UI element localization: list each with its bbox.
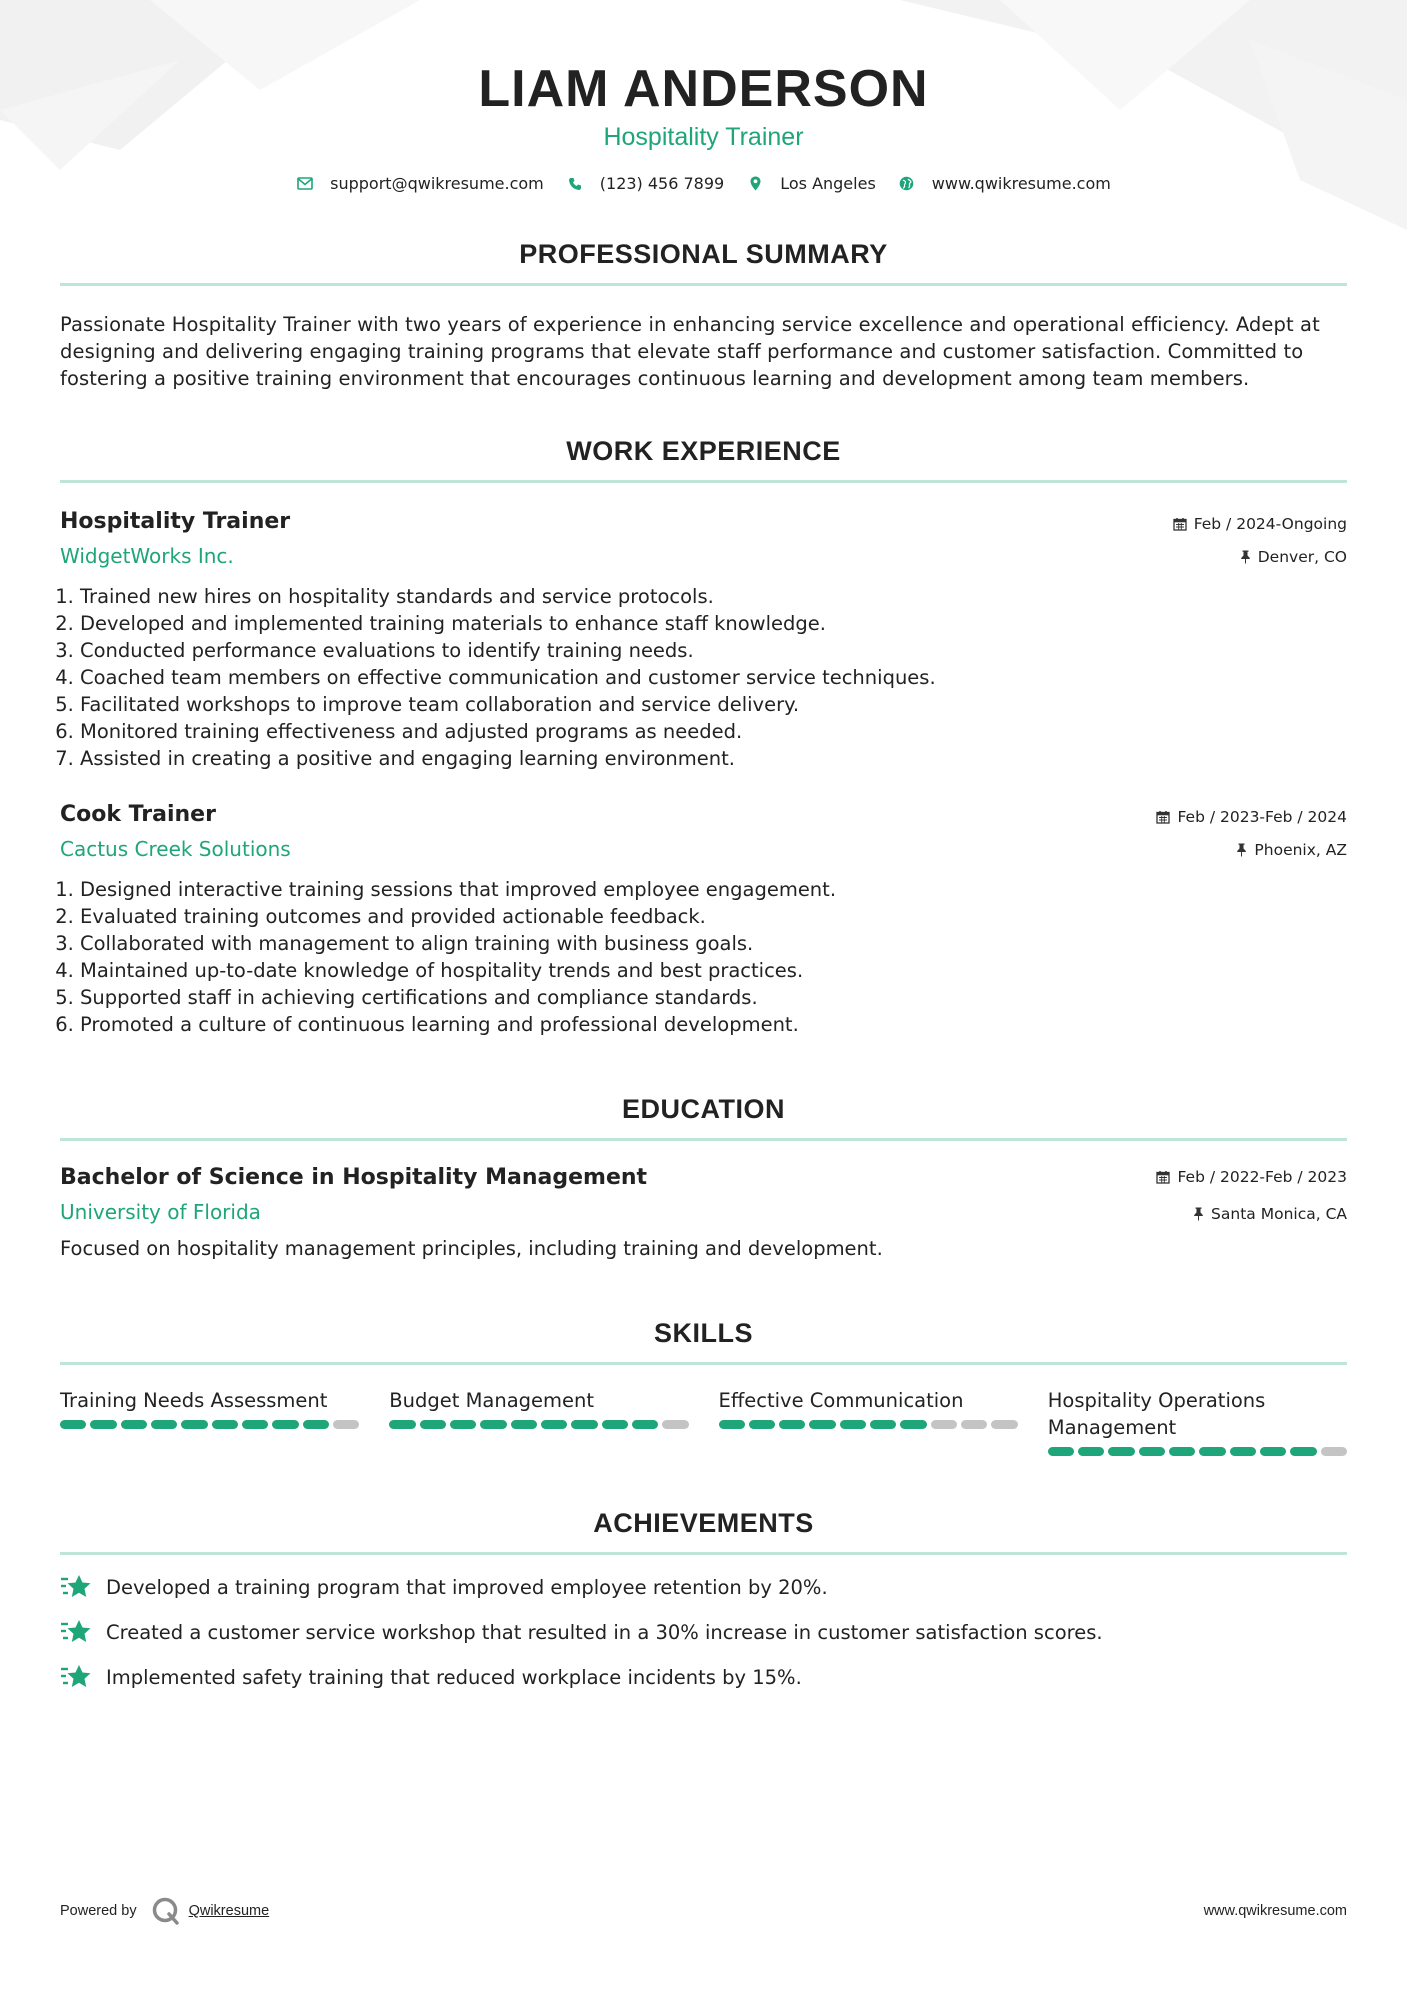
section-divider [60, 1552, 1347, 1555]
skill-dot-filled [870, 1420, 896, 1429]
skill-dot-filled [719, 1420, 745, 1429]
phone-icon [566, 175, 584, 193]
education-description: Focused on hospitality management principles, including training and development. [60, 1237, 883, 1260]
list-item: 5. Supported staff in achieving certifications and compliance standards. [80, 984, 1347, 1011]
education-dates: Feb / 2022-Feb / 2023 [1156, 1166, 1347, 1188]
list-item: 6. Monitored training effectiveness and adjusted programs as needed. [80, 718, 1347, 745]
skill-dot-filled [602, 1420, 628, 1429]
experience-section [60, 434, 1347, 1038]
skill-item [1048, 1387, 1347, 1456]
section-divider [60, 1362, 1347, 1365]
page-footer [60, 1896, 1347, 1926]
powered-by-label: Powered by [60, 1903, 137, 1919]
job-responsibilities [60, 583, 1347, 772]
skill-dot-empty [961, 1420, 987, 1429]
skill-name: Effective Communication [718, 1389, 964, 1412]
pushpin-icon [1240, 550, 1251, 564]
skill-dot-filled [1260, 1447, 1286, 1456]
pushpin-icon [1193, 1207, 1204, 1221]
skill-dot-filled [420, 1420, 446, 1429]
contact-email[interactable] [296, 174, 544, 193]
skill-item [389, 1387, 688, 1456]
list-item: 3. Collaborated with management to align training with business goals. [80, 930, 1347, 957]
list-item: 2. Evaluated training outcomes and provided actionable feedback. [80, 903, 1347, 930]
company-name: Cactus Creek Solutions [60, 837, 291, 861]
skill-dot-filled [450, 1420, 476, 1429]
education-location: Santa Monica, CA [1156, 1203, 1347, 1225]
calendar-icon [1173, 517, 1187, 531]
skill-name: Hospitality Operations Management [1047, 1389, 1266, 1439]
website-text: www.qwikresume.com [931, 174, 1111, 193]
skill-dot-filled [60, 1420, 86, 1429]
job-location: Denver, CO [1173, 546, 1347, 568]
job-dates: Feb / 2023-Feb / 2024 [1156, 806, 1347, 828]
skill-dot-filled [121, 1420, 147, 1429]
skill-dot-filled [749, 1420, 775, 1429]
skill-dot-filled [511, 1420, 537, 1429]
globe-icon [898, 175, 916, 193]
section-divider [60, 283, 1347, 286]
contact-phone[interactable] [566, 174, 724, 193]
contact-location [746, 174, 876, 193]
qwikresume-link[interactable]: Qwikresume [188, 1903, 270, 1919]
skill-dot-filled [480, 1420, 506, 1429]
phone-text: (123) 456 7899 [599, 174, 725, 193]
candidate-title: Hospitality Trainer [603, 123, 804, 151]
list-item: 5. Facilitated workshops to improve team collaboration and service delivery. [80, 691, 1347, 718]
skill-item [60, 1387, 359, 1456]
job-dates: Feb / 2024-Ongoing [1173, 513, 1347, 535]
footer-website[interactable]: www.qwikresume.com [1203, 1903, 1347, 1919]
school-name: University of Florida [60, 1200, 261, 1224]
list-item: 1. Designed interactive training sessions that improved employee engagement. [80, 876, 1347, 903]
skill-dot-filled [571, 1420, 597, 1429]
skill-name: Budget Management [389, 1389, 595, 1412]
star-badge-icon [60, 1663, 92, 1691]
company-name: WidgetWorks Inc. [60, 544, 234, 568]
pushpin-icon [1236, 843, 1247, 857]
envelope-icon [296, 175, 314, 193]
candidate-name: LIAM ANDERSON [478, 60, 929, 118]
skill-dot-filled [779, 1420, 805, 1429]
qwikresume-logo-icon [151, 1896, 181, 1926]
skill-dot-filled [90, 1420, 116, 1429]
education-section [60, 1092, 1347, 1262]
skill-item [719, 1387, 1018, 1456]
job-title: Hospitality Trainer [60, 509, 291, 534]
achievement-item: Developed a training program that improved employee retention by 20%. [60, 1573, 1347, 1601]
section-heading-experience: WORK EXPERIENCE [566, 436, 841, 466]
list-item: 7. Assisted in creating a positive and engaging learning environment. [80, 745, 1347, 772]
summary-text: Passionate Hospitality Trainer with two years of experience in enhancing service excellence and operational efficiency. Adept at designing and delivering engaging training programs that elevate staff performance and customer satisfaction. Committed to fostering a positive training environment that encourages continuous learning and development among team members. [60, 313, 1320, 390]
contact-website[interactable] [898, 174, 1111, 193]
skill-dot-empty [1321, 1447, 1347, 1456]
resume-header [60, 0, 1347, 193]
email-text: support@qwikresume.com [330, 174, 544, 193]
map-pin-icon [746, 175, 764, 193]
skill-dot-filled [541, 1420, 567, 1429]
skill-rating [60, 1420, 359, 1429]
achievement-item: Created a customer service workshop that resulted in a 30% increase in customer satisfaction scores. [60, 1618, 1347, 1646]
achievement-item: Implemented safety training that reduced workplace incidents by 15%. [60, 1663, 1347, 1691]
achievements-list [60, 1573, 1347, 1691]
skill-dot-empty [991, 1420, 1017, 1429]
skill-dot-empty [931, 1420, 957, 1429]
skill-name: Training Needs Assessment [60, 1389, 328, 1412]
degree-title: Bachelor of Science in Hospitality Management [60, 1165, 648, 1190]
list-item: 1. Trained new hires on hospitality standards and service protocols. [80, 583, 1347, 610]
list-item: 4. Coached team members on effective communication and customer service techniques. [80, 664, 1347, 691]
skill-dot-filled [1078, 1447, 1104, 1456]
skill-dot-filled [151, 1420, 177, 1429]
job-location: Phoenix, AZ [1156, 839, 1347, 861]
job-entry [60, 800, 1347, 1038]
skill-dot-empty [662, 1420, 688, 1429]
skill-dot-filled [632, 1420, 658, 1429]
education-entry [60, 1163, 1347, 1262]
list-item: 2. Developed and implemented training materials to enhance staff knowledge. [80, 610, 1347, 637]
skill-dot-filled [1169, 1447, 1195, 1456]
section-divider [60, 1138, 1347, 1141]
skill-dot-filled [1230, 1447, 1256, 1456]
section-heading-education: EDUCATION [622, 1094, 785, 1124]
section-divider [60, 480, 1347, 483]
list-item: 6. Promoted a culture of continuous learning and professional development. [80, 1011, 1347, 1038]
skills-section [60, 1316, 1347, 1456]
list-item: 4. Maintained up-to-date knowledge of hospitality trends and best practices. [80, 957, 1347, 984]
skill-dot-empty [333, 1420, 359, 1429]
skill-rating [389, 1420, 688, 1429]
location-text: Los Angeles [780, 174, 876, 193]
star-badge-icon [60, 1618, 92, 1646]
skill-rating [719, 1420, 1018, 1429]
skill-dot-filled [181, 1420, 207, 1429]
skill-dot-filled [272, 1420, 298, 1429]
skill-dot-filled [212, 1420, 238, 1429]
summary-section [60, 237, 1347, 392]
skill-dot-filled [1048, 1447, 1074, 1456]
skills-grid [60, 1387, 1347, 1456]
calendar-icon [1156, 810, 1170, 824]
skill-dot-filled [303, 1420, 329, 1429]
star-badge-icon [60, 1573, 92, 1601]
skill-dot-filled [1199, 1447, 1225, 1456]
skill-dot-filled [1290, 1447, 1316, 1456]
skill-dot-filled [1139, 1447, 1165, 1456]
skill-dot-filled [900, 1420, 926, 1429]
skill-dot-filled [809, 1420, 835, 1429]
list-item: 3. Conducted performance evaluations to identify training needs. [80, 637, 1347, 664]
skill-rating [1048, 1447, 1347, 1456]
skill-dot-filled [840, 1420, 866, 1429]
skill-dot-filled [242, 1420, 268, 1429]
calendar-icon [1156, 1170, 1170, 1184]
skill-dot-filled [1108, 1447, 1134, 1456]
job-entry [60, 507, 1347, 772]
job-title: Cook Trainer [60, 802, 216, 827]
job-responsibilities [60, 876, 1347, 1038]
achievements-section [60, 1506, 1347, 1691]
contact-bar [60, 174, 1347, 193]
skill-dot-filled [389, 1420, 415, 1429]
section-heading-summary: PROFESSIONAL SUMMARY [519, 239, 888, 269]
section-heading-skills: SKILLS [653, 1318, 753, 1348]
section-heading-achievements: ACHIEVEMENTS [593, 1508, 814, 1538]
